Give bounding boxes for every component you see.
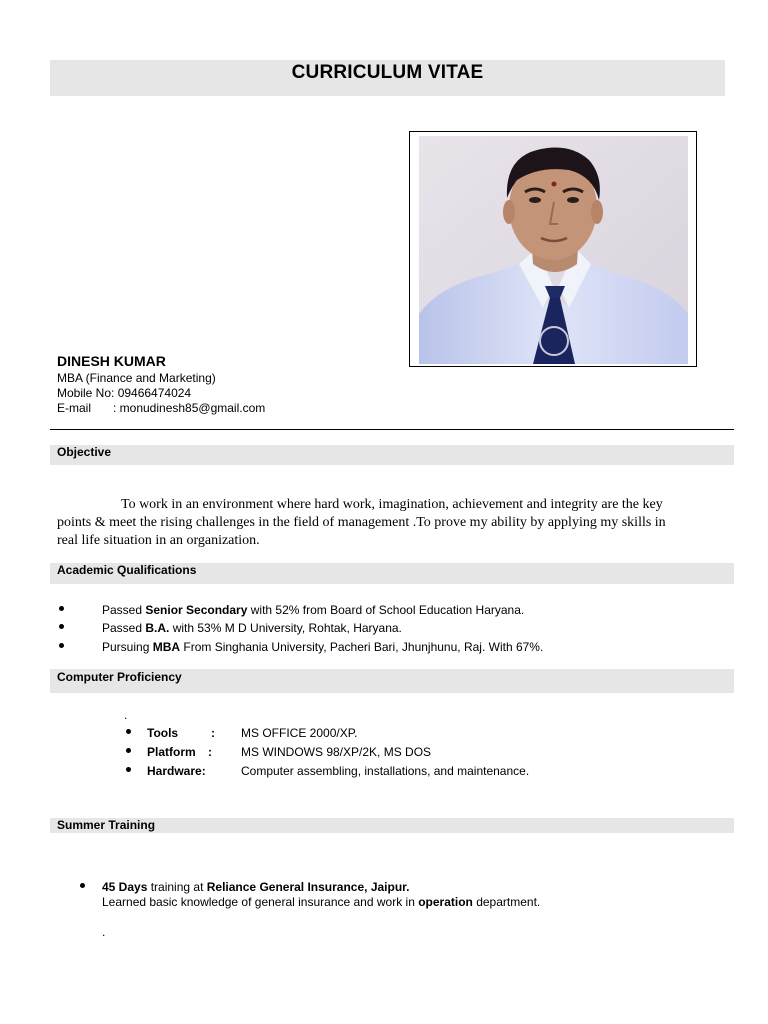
portrait-image [419, 136, 688, 364]
training-heading: Summer Training [57, 818, 156, 832]
objective-line-1: To work in an environment where hard work, imagination, achievement and integrity are the key [121, 497, 663, 512]
title-bar [50, 60, 725, 96]
computer-item: Hardware: Computer assembling, installations, and maintenance. [147, 764, 530, 778]
bullet-icon [59, 643, 64, 648]
email-line [57, 401, 265, 415]
bullet-icon [59, 624, 64, 629]
academic-item: Passed Senior Secondary with 52% from Board of School Education Haryana. [102, 603, 525, 617]
objective-heading-bar [50, 445, 734, 465]
stray-dot: . [102, 925, 106, 939]
document-title: CURRICULUM VITAE [291, 62, 484, 83]
bullet-icon [59, 606, 64, 611]
training-line-2: Learned basic knowledge of general insurance and work in operation department. [102, 895, 541, 909]
academic-heading: Academic Qualifications [57, 563, 197, 577]
training-line-1: 45 Days training at Reliance General Insurance, Jaipur. [102, 880, 410, 894]
email-value: : monudinesh85@gmail.com [113, 401, 266, 415]
divider [50, 429, 734, 430]
objective-heading: Objective [57, 445, 112, 459]
bullet-icon [126, 729, 131, 734]
degree-text: MBA (Finance and Marketing) [57, 371, 216, 385]
mobile-text: Mobile No: 09466474024 [57, 386, 192, 400]
bullet-icon [126, 767, 131, 772]
academic-item: Pursuing MBA From Singhania University, Pacheri Bari, Jhunjhunu, Raj. With 67%. [102, 640, 544, 654]
profile-photo [409, 131, 697, 367]
bullet-icon [80, 883, 85, 888]
email-label: E-mail [57, 401, 92, 415]
computer-heading-bar [50, 669, 734, 693]
objective-line-3: real life situation in an organization. [57, 533, 260, 548]
academic-item: Passed B.A. with 53% M D University, Rohtak, Haryana. [102, 621, 402, 635]
stray-dot: . [124, 708, 128, 722]
bullet-icon [126, 748, 131, 753]
candidate-name: DINESH KUMAR [57, 353, 166, 369]
academic-heading-bar [50, 563, 734, 584]
objective-line-2: points & meet the rising challenges in the field of management .To prove my ability by applying my skills in [57, 515, 666, 530]
training-heading-bar [50, 818, 734, 833]
computer-heading: Computer Proficiency [57, 670, 182, 684]
computer-item: Tools : MS OFFICE 2000/XP. [147, 726, 358, 740]
computer-item: Platform : MS WINDOWS 98/XP/2K, MS DOS [147, 745, 432, 759]
